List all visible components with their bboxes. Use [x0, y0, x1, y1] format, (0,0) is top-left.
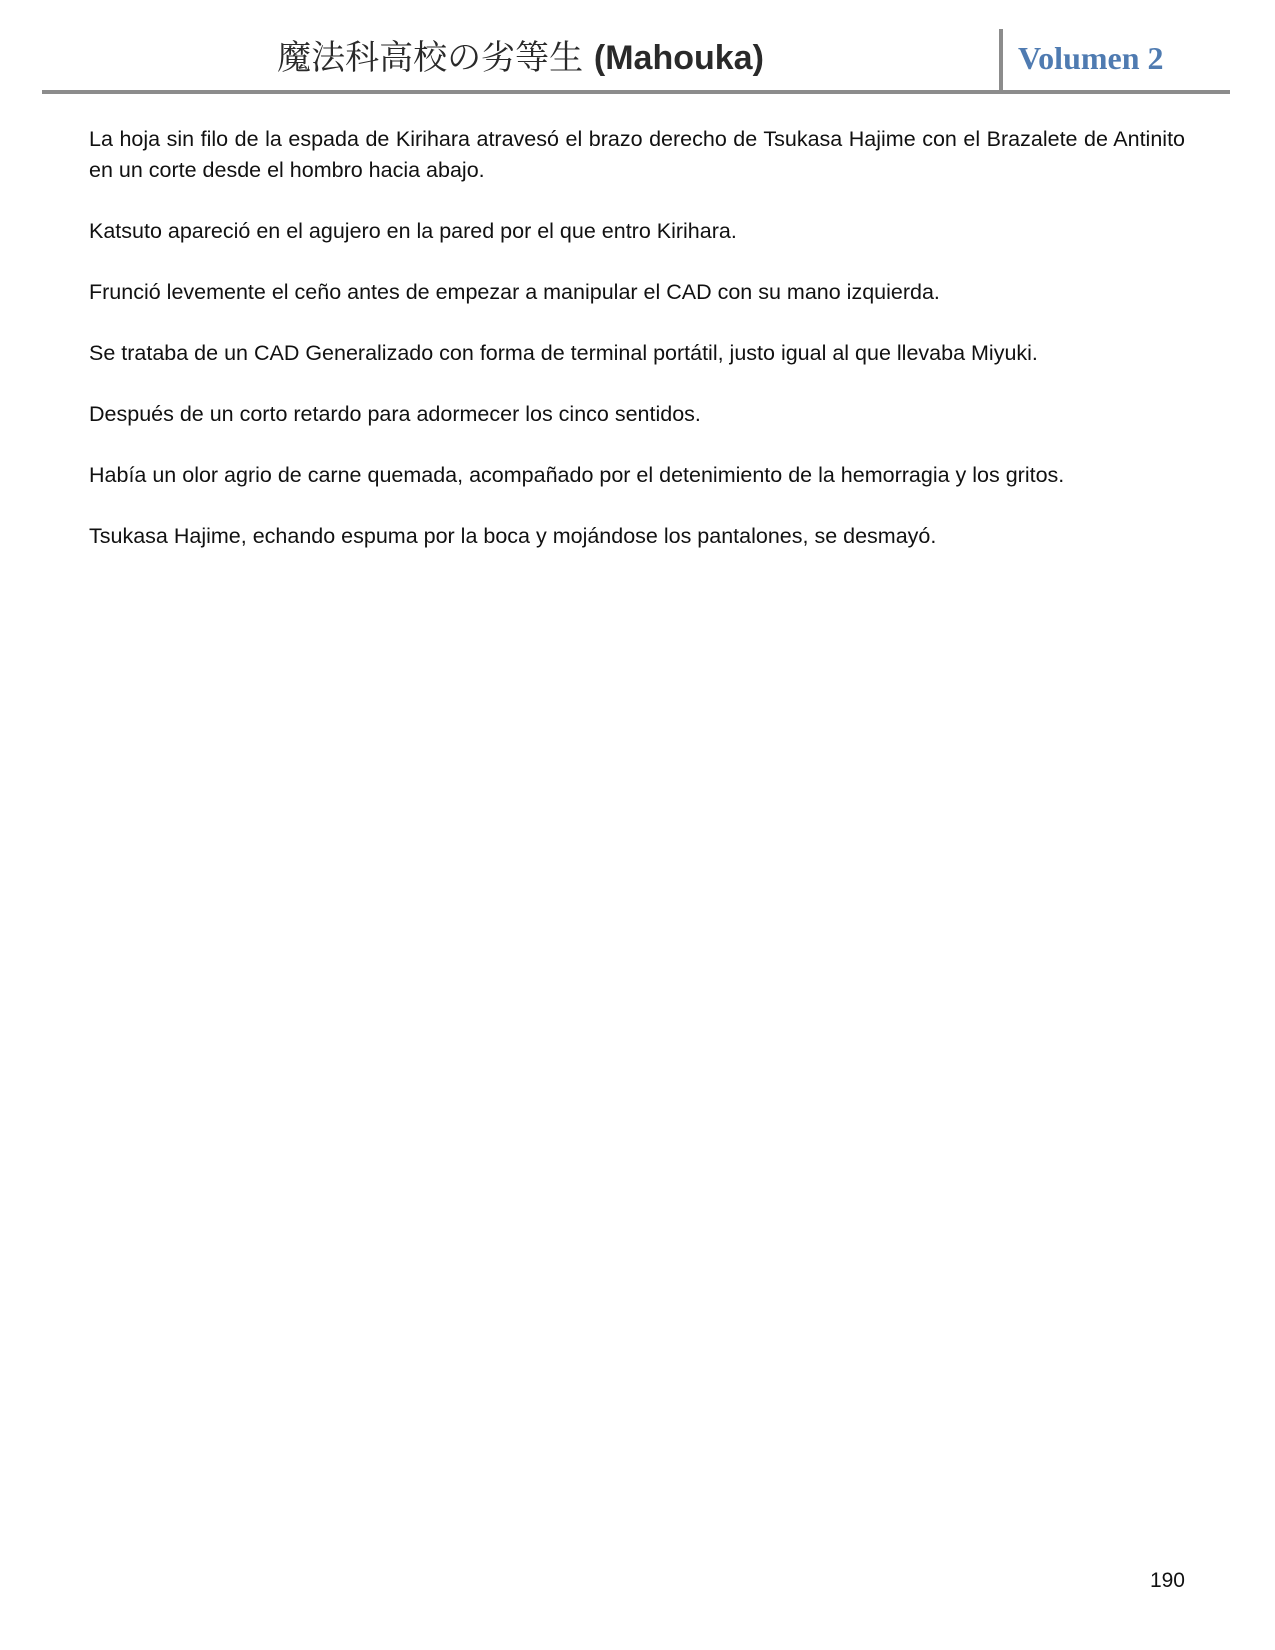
- page-header: [42, 26, 1230, 94]
- page-body: [89, 124, 1185, 582]
- paragraph: Katsuto apareció en el agujero en la pared por el que entro Kirihara.: [89, 219, 737, 243]
- header-rule: [42, 90, 1230, 94]
- page-number: 190: [1149, 1569, 1185, 1592]
- volume-label: Volumen 2: [1018, 40, 1164, 76]
- paragraph: Después de un corto retardo para adormecer los cinco sentidos.: [89, 402, 701, 426]
- paragraph: La hoja sin filo de la espada de Kirihara atravesó el brazo derecho de Tsukasa Hajime con el Brazalete de Antinito en un corte desde el hombro hacia abajo.: [89, 127, 1185, 182]
- header-divider: [999, 29, 1003, 91]
- paragraph: Había un olor agrio de carne quemada, acompañado por el detenimiento de la hemorragia y los gritos.: [89, 463, 1065, 487]
- book-title: [42, 36, 999, 80]
- book-title-japanese: 魔法科高校の劣等生: [277, 38, 584, 78]
- paragraph: Frunció levemente el ceño antes de empezar a manipular el CAD con su mano izquierda.: [89, 280, 940, 304]
- paragraph: Se trataba de un CAD Generalizado con forma de terminal portátil, justo igual al que llevaba Miyuki.: [89, 341, 1038, 365]
- book-title-latin: (Mahouka): [593, 39, 764, 77]
- paragraph: Tsukasa Hajime, echando espuma por la boca y mojándose los pantalones, se desmayó.: [89, 524, 937, 548]
